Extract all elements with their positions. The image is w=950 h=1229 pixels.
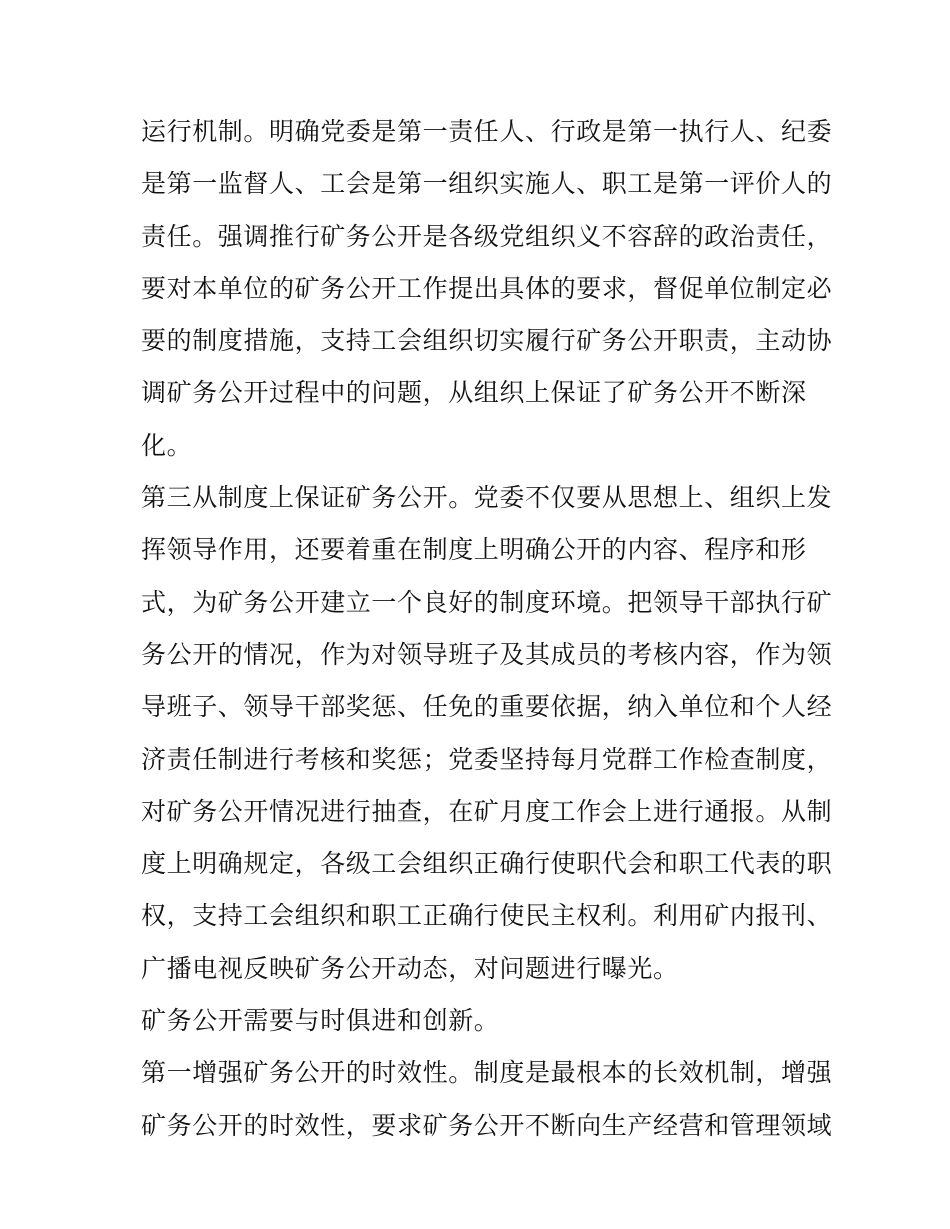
text-line: 要的制度措施，支持工会组织切实履行矿务公开职责，主动协	[141, 326, 833, 356]
text-line: 济责任制进行考核和奖惩；党委坚持每月党群工作检查制度，	[141, 744, 833, 774]
text-line: 对矿务公开情况进行抽查，在矿月度工作会上进行通报。从制	[141, 796, 833, 826]
text-line: 度上明确规定，各级工会组织正确行使职代会和职工代表的职	[141, 849, 833, 879]
text-line: 责任。强调推行矿务公开是各级党组织义不容辞的政治责任，	[141, 221, 833, 251]
text-line: 调矿务公开过程中的问题，从组织上保证了矿务公开不断深	[141, 378, 807, 408]
text-line: 矿务公开的时效性，要求矿务公开不断向生产经营和管理领域	[141, 1110, 833, 1140]
text-line: 矿务公开需要与时俱进和创新。	[141, 1006, 500, 1036]
text-line: 务公开的情况，作为对领导班子及其成员的考核内容，作为领	[141, 639, 833, 669]
text-line: 第三从制度上保证矿务公开。党委不仅要从思想上、组织上发	[141, 483, 833, 513]
text-line: 化。	[141, 430, 193, 460]
text-line: 权，支持工会组织和职工正确行使民主权利。利用矿内报刊、	[141, 901, 833, 931]
text-line: 挥领导作用，还要着重在制度上明确公开的内容、程序和形	[141, 535, 807, 565]
text-line: 导班子、领导干部奖惩、任免的重要依据，纳入单位和个人经	[141, 692, 833, 722]
text-line: 要对本单位的矿务公开工作提出具体的要求，督促单位制定必	[141, 273, 833, 303]
text-line: 运行机制。明确党委是第一责任人、行政是第一执行人、纪委	[141, 117, 833, 146]
text-line: 第一增强矿务公开的时效性。制度是最根本的长效机制，增强	[141, 1058, 833, 1088]
text-line: 式，为矿务公开建立一个良好的制度环境。把领导干部执行矿	[141, 587, 833, 617]
body-text	[141, 106, 833, 1152]
text-line: 广播电视反映矿务公开动态，对问题进行曝光。	[141, 953, 679, 983]
text-line: 是第一监督人、工会是第一组织实施人、职工是第一评价人的	[141, 169, 833, 199]
